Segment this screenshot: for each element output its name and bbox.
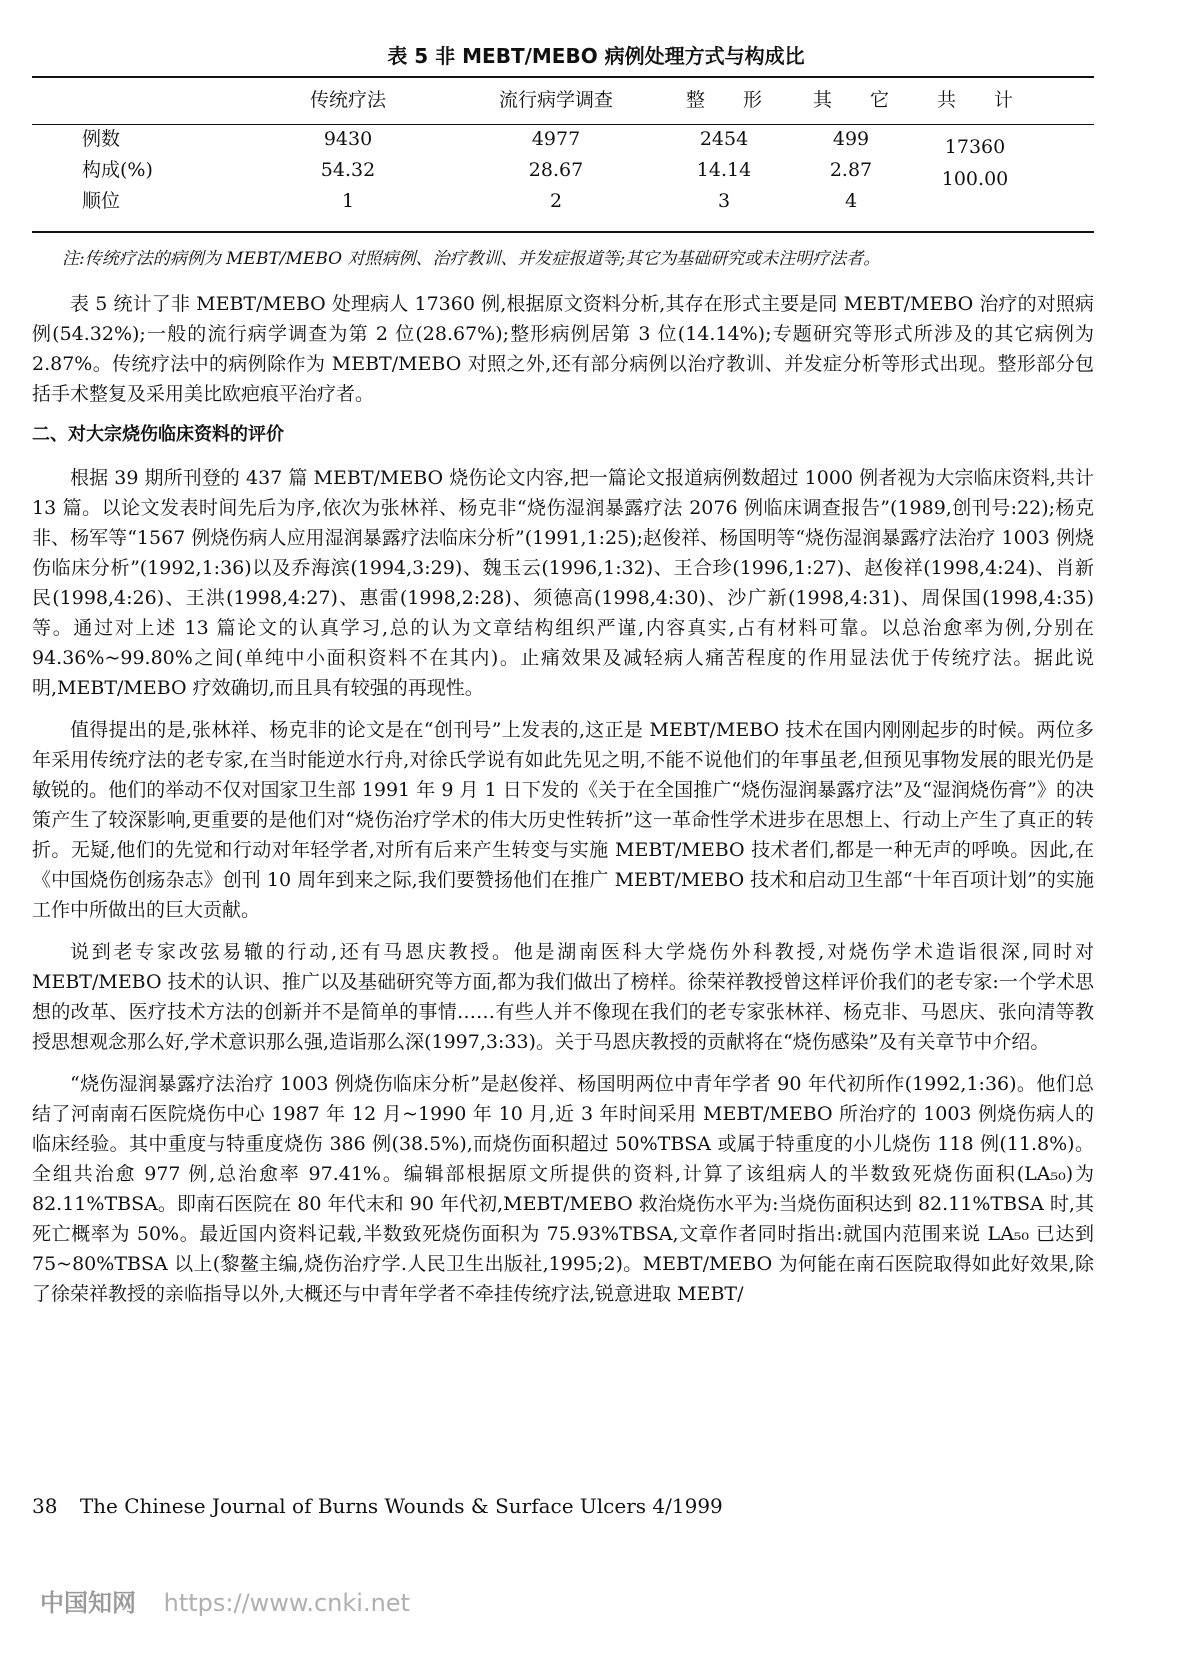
row-label-count: 例数 [82,128,121,150]
section-heading: 二、对大宗烧伤临床资料的评价 [32,424,284,445]
paragraph: “烧伤湿润暴露疗法治疗 1003 例烧伤临床分析”是赵俊祥、杨国明两位中青年学者 90 年代初所作(1992,1:36)。他们总结了河南南石医院烧伤中心 1987 年 12 月~1990 年 10 月,近 3 年时间采用 MEBT/MEBO 所治疗的 1003 例烧伤病人的临床经验。其中重度与特重度烧伤 386 例(38.5%),而烧伤面积超过 50%TBSA 或属于特重度的小儿烧伤 118 例(11.8%)。全组共治愈 977 例,总治愈率 97.41%。编辑部根据原文所提供的资料,计算了该组病人的半数致死烧伤面积(LA₅₀)为 82.11%TBSA。即南石医院在 80 年代末和 90 年代初,MEBT/MEBO 救治烧伤水平为:当烧伤面积达到 82.11%TBSA 时,其死亡概率为 50%。最近国内资料记载,半数致死烧伤面积为 75.93%TBSA,文章作者同时指出:就国内范围来说 LA₅₀ 已达到 75~80%TBSA 以上(黎鳌主编,烧伤治疗学.人民卫生出版社,1995;2)。MEBT/MEBO 为何能在南石医院取得如此好效果,除了徐荣祥教授的亲临指导以外,大概还与中青年学者不牵挂传统疗法,锐意进取 MEBT/ [32,1073,1094,1305]
paragraph: 说到老专家改弦易辙的行动,还有马恩庆教授。他是湖南医科大学烧伤外科教授,对烧伤学术造诣很深,同时对 MEBT/MEBO 技术的认识、推广以及基础研究等方面,都为我们做出了榜样。徐荣祥教授曾这样评价我们的老专家:一个学术思想的改革、医疗技术方法的创新并不是简单的事情……有些人并不像现在我们的老专家张林祥、杨克非、马恩庆、张向清等教授思想观念那么好,学术意识那么强,造诣那么深(1997,3:33)。关于马恩庆教授的贡献将在“烧伤感染”及有关章节中介绍。 [32,941,1094,1053]
table-note: 注:传统疗法的病例为 MEBT/MEBO 对照病例、治疗教训、并发症报道等;其它为基础研究或未注明疗法者。 [62,249,881,269]
table-header-total: 共 计 [936,89,1014,111]
table-cell: 14.14 [696,159,752,181]
row-label-percent: 构成(%) [82,159,153,181]
table-cell: 2454 [699,128,749,150]
watermark-brand: 中国知网 [40,1589,136,1617]
row-label-rank: 顺位 [82,190,121,212]
table-cell: 4977 [531,128,581,150]
paragraph: 值得提出的是,张林祥、杨克非的论文是在“创刊号”上发表的,这正是 MEBT/MEBO 技术在国内刚刚起步的时候。两位多年采用传统疗法的老专家,在当时能逆水行舟,对徐氏学说有如此先见之明,不能不说他们的年事虽老,但预见事物发展的眼光仍是敏锐的。他们的举动不仅对国家卫生部 1991 年 9 月 1 日下发的《关于在全国推广“烧伤湿润暴露疗法”及“湿润烧伤膏”》的决策产生了较深影响,更重要的是他们对“烧伤治疗学术的伟大历史性转折”这一革命性学术进步在思想上、行动上产生了真正的转折。无疑,他们的先觉和行动对年轻学者,对所有后来产生转变与实施 MEBT/MEBO 技术者们,都是一种无声的呼唤。因此,在《中国烧伤创疡杂志》创刊 10 周年到来之际,我们要赞扬他们在推广 MEBT/MEBO 技术和启动卫生部“十年百项计划”的实施工作中所做出的巨大贡献。 [32,719,1094,921]
table-header-plastic: 整 形 [685,89,763,111]
article-body [32,289,1094,1321]
page-footer [32,1494,723,1518]
table-total-count: 17360 [944,136,1006,158]
table-title: 表 5 非 MEBT/MEBO 病例处理方式与构成比 [387,44,805,68]
table-cell: 54.32 [320,159,376,181]
paragraph: 根据 39 期所刊登的 437 篇 MEBT/MEBO 烧伤论文内容,把一篇论文报道病例数超过 1000 例者视为大宗临床资料,共计 13 篇。以论文发表时间先后为序,依次为张林祥、杨克非“烧伤湿润暴露疗法 2076 例临床调查报告”(1989,创刊号:22);杨克非、杨军等“1567 例烧伤病人应用湿润暴露疗法临床分析”(1991,1:25);赵俊祥、杨国明等“烧伤湿润暴露疗法治疗 1003 例烧伤临床分析”(1992,1:36)以及乔海滨(1994,3:29)、魏玉云(1996,1:32)、王合珍(1996,1:27)、赵俊祥(1998,4:24)、肖新民(1998,4:26)、王洪(1998,4:27)、惠雷(1998,2:28)、须德高(1998,4:30)、沙广新(1998,4:31)、周保国(1998,4:35)等。通过对上述 13 篇论文的认真学习,总的认为文章结构组织严谨,内容真实,占有材料可靠。以总治愈率为例,分别在 94.36%~99.80%之间(单纯中小面积资料不在其内)。止痛效果及减轻病人痛苦程度的作用显法优于传统疗法。据此说明,MEBT/MEBO 疗效确切,而且具有较强的再现性。 [32,467,1094,699]
table-cell: 3 [717,190,731,212]
journal-name: The Chinese Journal of Burns Wounds & Surface Ulcers 4/1999 [79,1494,723,1518]
table-cell: 2 [549,190,563,212]
table-top-rule [32,76,1094,78]
table-header-traditional: 传统疗法 [309,89,387,111]
table-cell: 28.67 [528,159,584,181]
page-number: 38 [32,1494,58,1518]
table-cell: 1 [341,190,355,212]
table-bottom-rule [32,231,1094,233]
table-cell: 499 [832,128,870,150]
watermark-url: https://www.cnki.net [163,1589,410,1617]
cnki-watermark [40,1583,410,1618]
table-header-other: 其 它 [812,89,890,111]
table-total-percent: 100.00 [941,168,1009,190]
table-header-epidemiology: 流行病学调查 [498,89,614,111]
paragraph: 表 5 统计了非 MEBT/MEBO 处理病人 17360 例,根据原文资料分析,其存在形式主要是同 MEBT/MEBO 治疗的对照病例(54.32%);一般的流行病学调查为第 2 位(28.67%);整形病例居第 3 位(14.14%);专题研究等形式所涉及的其它病例为 2.87%。传统疗法中的病例除作为 MEBT/MEBO 对照之外,还有部分病例以治疗教训、并发症分析等形式出现。整形部分包括手术整复及采用美比欧疤痕平治疗者。 [32,293,1094,405]
table-cell: 4 [844,190,858,212]
table-cell: 2.87 [829,159,873,181]
table-mid-rule [32,124,1094,125]
table-cell: 9430 [323,128,373,150]
